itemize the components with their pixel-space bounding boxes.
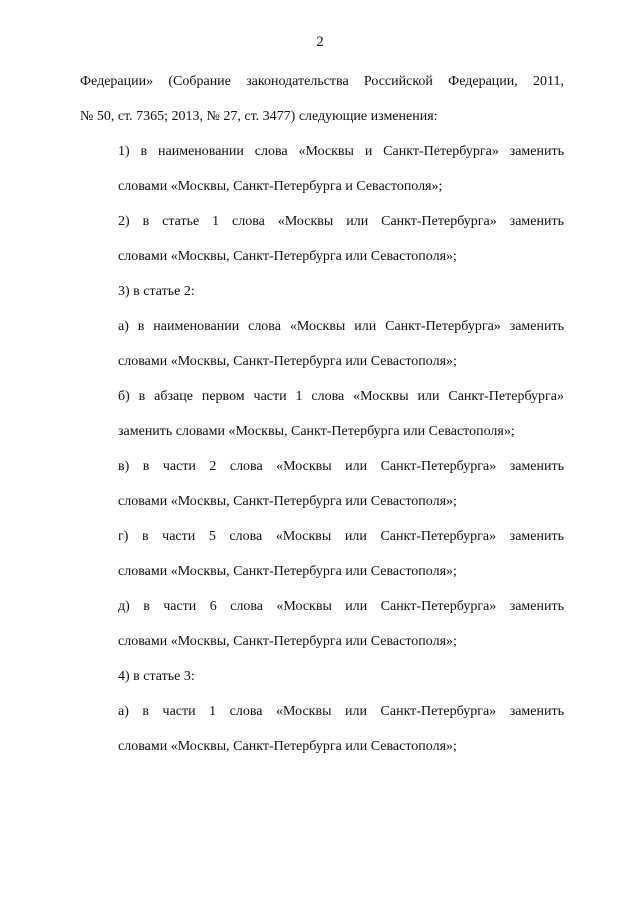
text-line: словами «Москвы, Санкт-Петербурга или Севастополя»; — [118, 739, 457, 754]
text-line: словами «Москвы, Санкт-Петербурга или Севастополя»; — [118, 634, 457, 649]
page-number: 2 — [316, 34, 324, 50]
text-line: словами «Москвы, Санкт-Петербурга или Севастополя»; — [118, 494, 457, 509]
text-line: словами «Москвы, Санкт-Петербурга или Севастополя»; — [118, 249, 457, 264]
paragraph-item-4a — [80, 694, 564, 764]
paragraph-item-3g — [80, 519, 564, 589]
text-line: 4) в статье 3: — [118, 669, 195, 684]
paragraph-item-1 — [80, 134, 564, 204]
paragraph-item-3a — [80, 309, 564, 379]
document-body — [80, 64, 564, 764]
text-line: 1) в наименовании слова «Москвы и Санкт-Петербурга» заменить — [118, 144, 564, 159]
text-line: б) в абзаце первом части 1 слова «Москвы или Санкт-Петербурга» — [118, 389, 564, 404]
text-line: Федерации» (Собрание законодательства Российской Федерации, 2011, — [80, 74, 564, 89]
text-line: заменить словами «Москвы, Санкт-Петербурга или Севастополя»; — [118, 424, 515, 439]
text-line: а) в части 1 слова «Москвы или Санкт-Петербурга» заменить — [118, 704, 564, 719]
text-line: в) в части 2 слова «Москвы или Санкт-Петербурга» заменить — [118, 459, 564, 474]
paragraph-intro — [80, 64, 564, 134]
text-line: г) в части 5 слова «Москвы или Санкт-Петербурга» заменить — [118, 529, 564, 544]
text-line: словами «Москвы, Санкт-Петербурга и Севастополя»; — [118, 179, 443, 194]
paragraph-item-3d — [80, 589, 564, 659]
text-line: 2) в статье 1 слова «Москвы или Санкт-Петербурга» заменить — [118, 214, 564, 229]
paragraph-item-2 — [80, 204, 564, 274]
text-line: 3) в статье 2: — [118, 284, 195, 299]
paragraph-item-3 — [80, 274, 564, 309]
paragraph-item-3b — [80, 379, 564, 449]
text-line: словами «Москвы, Санкт-Петербурга или Севастополя»; — [118, 564, 457, 579]
paragraph-item-4 — [80, 659, 564, 694]
text-line: № 50, ст. 7365; 2013, № 27, ст. 3477) следующие изменения: — [80, 109, 438, 124]
text-line: словами «Москвы, Санкт-Петербурга или Севастополя»; — [118, 354, 457, 369]
text-line: а) в наименовании слова «Москвы или Санкт-Петербурга» заменить — [118, 319, 564, 334]
text-line: д) в части 6 слова «Москвы или Санкт-Петербурга» заменить — [118, 599, 564, 614]
paragraph-item-3v — [80, 449, 564, 519]
